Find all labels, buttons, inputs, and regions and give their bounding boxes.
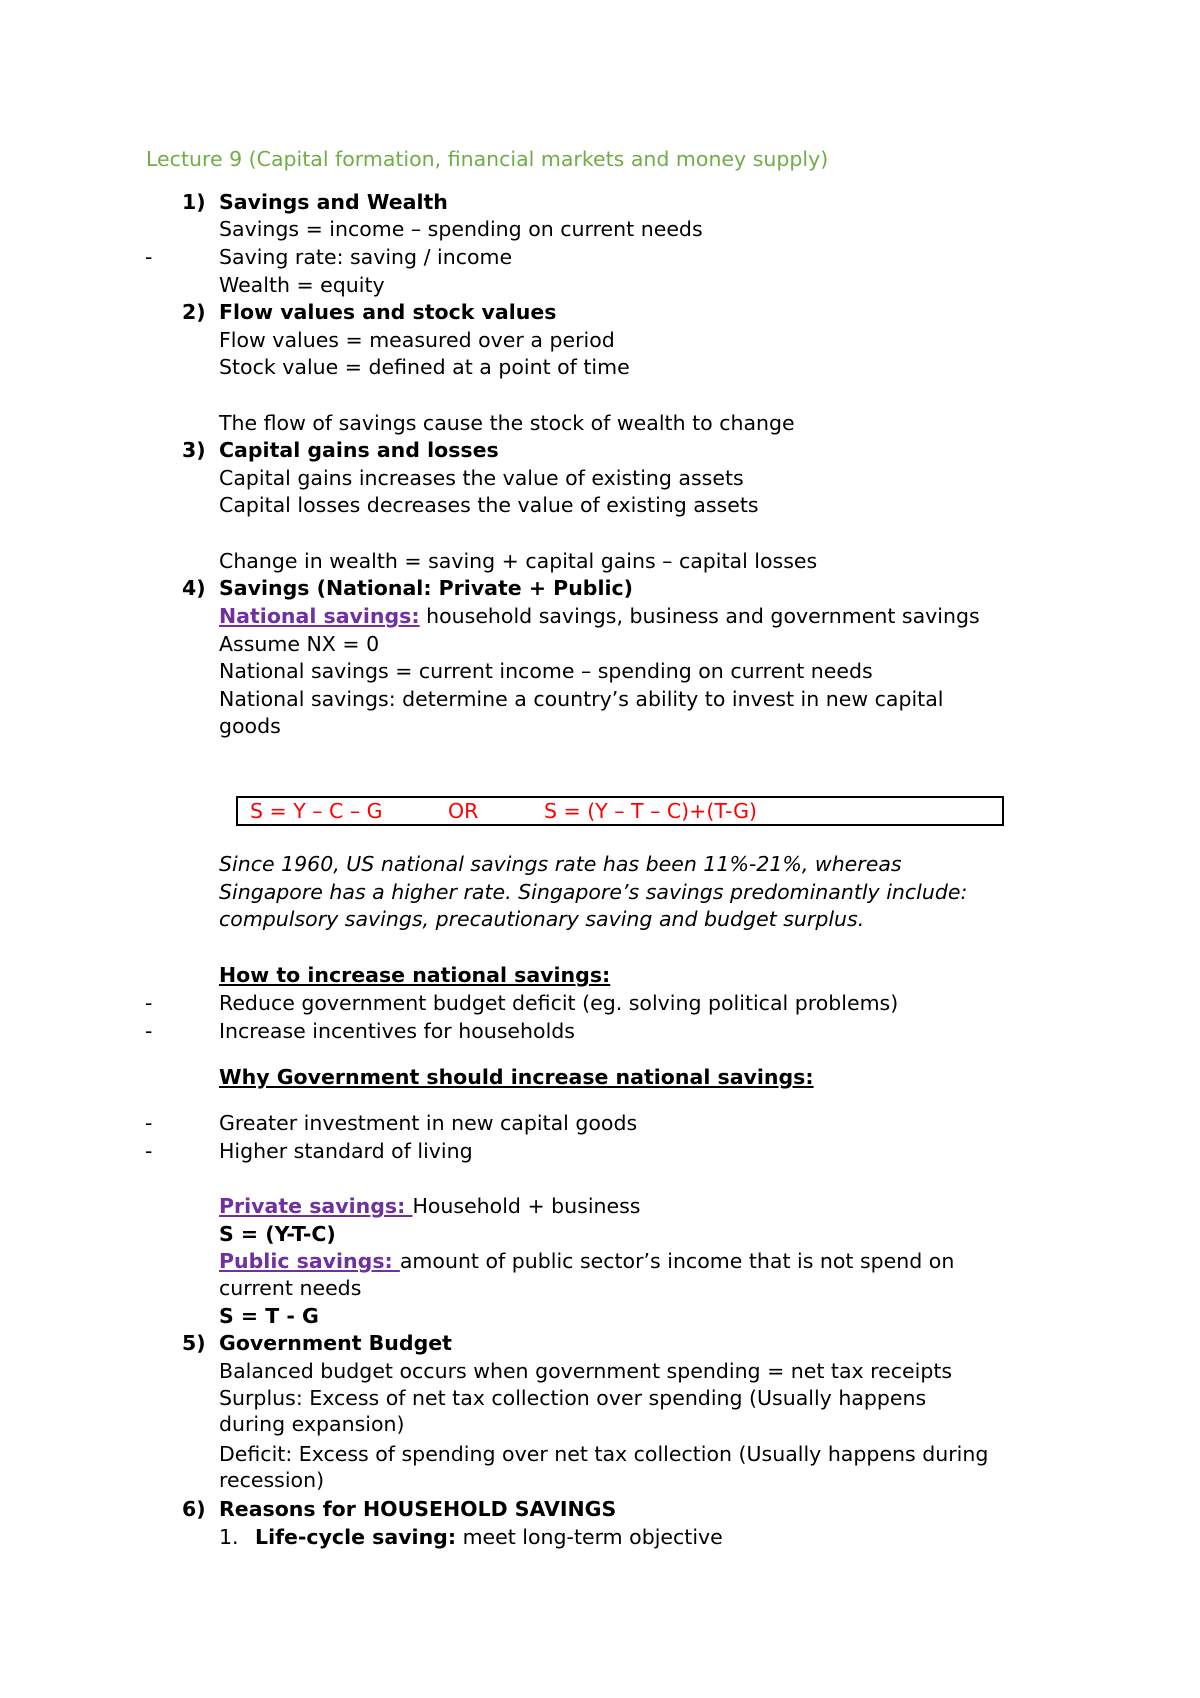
section-6-item-1	[255, 1524, 723, 1551]
section-1-line-2: Saving rate: saving / income	[219, 245, 513, 269]
bullet-dash: -	[145, 1139, 153, 1163]
private-savings-definition: Household + business	[412, 1194, 641, 1218]
section-2-heading: Flow values and stock values	[219, 300, 557, 324]
why-item-2: Higher standard of living	[219, 1139, 473, 1163]
section-1-number: 1)	[182, 190, 206, 214]
formula-box	[236, 796, 1004, 826]
section-1-line-3: Wealth = equity	[219, 273, 385, 297]
page-title: Lecture 9 (Capital formation, financial markets and money supply)	[146, 147, 829, 171]
section-3-number: 3)	[182, 438, 206, 462]
national-savings-definition: household savings, business and government savings	[419, 604, 980, 628]
section-1-heading: Savings and Wealth	[219, 190, 448, 214]
section-5-heading: Government Budget	[219, 1331, 452, 1355]
section-5-number: 5)	[182, 1331, 206, 1355]
section-5-line-1: Balanced budget occurs when government spending = net tax receipts	[219, 1359, 953, 1383]
bullet-dash: -	[145, 245, 153, 269]
section-6-heading: Reasons for HOUSEHOLD SAVINGS	[219, 1497, 617, 1521]
national-savings-term: National savings:	[219, 604, 420, 628]
section-3-line-3: Change in wealth = saving + capital gains – capital losses	[219, 549, 818, 573]
private-savings-line	[219, 1193, 640, 1220]
public-savings-line	[219, 1248, 954, 1275]
section-5-line-3: during expansion)	[219, 1412, 405, 1436]
section-4-heading: Savings (National: Private + Public)	[219, 576, 634, 600]
section-3-line-1: Capital gains increases the value of existing assets	[219, 466, 744, 490]
section-6-item-1-number: 1.	[219, 1525, 239, 1549]
formula-2: S = (Y – T – C)+(T-G)	[544, 799, 757, 823]
section-2-line-2: Stock value = defined at a point of time	[219, 355, 630, 379]
public-savings-definition-cont: current needs	[219, 1276, 362, 1300]
how-item-1: Reduce government budget deficit (eg. solving political problems)	[219, 991, 899, 1015]
national-savings-line	[219, 603, 980, 630]
section-3-line-2: Capital losses decreases the value of existing assets	[219, 493, 759, 517]
bullet-dash: -	[145, 1111, 153, 1135]
public-savings-term: Public savings:	[219, 1249, 400, 1273]
how-to-increase-heading: How to increase national savings:	[219, 963, 611, 987]
section-2-number: 2)	[182, 300, 206, 324]
section-3-heading: Capital gains and losses	[219, 438, 499, 462]
section-5-line-2: Surplus: Excess of net tax collection over spending (Usually happens	[219, 1386, 927, 1410]
life-cycle-saving-definition: meet long-term objective	[456, 1525, 723, 1549]
how-item-2: Increase incentives for households	[219, 1019, 575, 1043]
section-2-line-3: The flow of savings cause the stock of wealth to change	[219, 411, 795, 435]
section-4-line-4: National savings: determine a country’s ability to invest in new capital	[219, 687, 944, 711]
section-4-line-3: National savings = current income – spending on current needs	[219, 659, 873, 683]
private-savings-formula: S = (Y-T-C)	[219, 1222, 336, 1246]
bullet-dash: -	[145, 1019, 153, 1043]
italic-note-line-2: Singapore has a higher rate. Singapore’s savings predominantly include:	[219, 880, 968, 904]
formula-or: OR	[448, 799, 479, 823]
section-4-line-2: Assume NX = 0	[219, 632, 380, 656]
section-2-line-1: Flow values = measured over a period	[219, 328, 615, 352]
bullet-dash: -	[145, 991, 153, 1015]
section-1-line-1: Savings = income – spending on current needs	[219, 217, 703, 241]
formula-1: S = Y – C – G	[250, 799, 383, 823]
why-item-1: Greater investment in new capital goods	[219, 1111, 638, 1135]
italic-note-line-1: Since 1960, US national savings rate has been 11%-21%, whereas	[219, 852, 902, 876]
why-increase-heading: Why Government should increase national savings:	[219, 1065, 814, 1089]
section-6-number: 6)	[182, 1497, 206, 1521]
life-cycle-saving-term: Life-cycle saving:	[255, 1525, 457, 1549]
private-savings-term: Private savings:	[219, 1194, 413, 1218]
section-5-line-4: Deficit: Excess of spending over net tax collection (Usually happens during	[219, 1442, 989, 1466]
public-savings-formula: S = T - G	[219, 1304, 319, 1328]
italic-note-line-3: compulsory savings, precautionary saving and budget surplus.	[219, 907, 865, 931]
section-5-line-5: recession)	[219, 1468, 325, 1492]
section-4-line-5: goods	[219, 714, 281, 738]
public-savings-definition: amount of public sector’s income that is not spend on	[399, 1249, 955, 1273]
section-4-number: 4)	[182, 576, 206, 600]
